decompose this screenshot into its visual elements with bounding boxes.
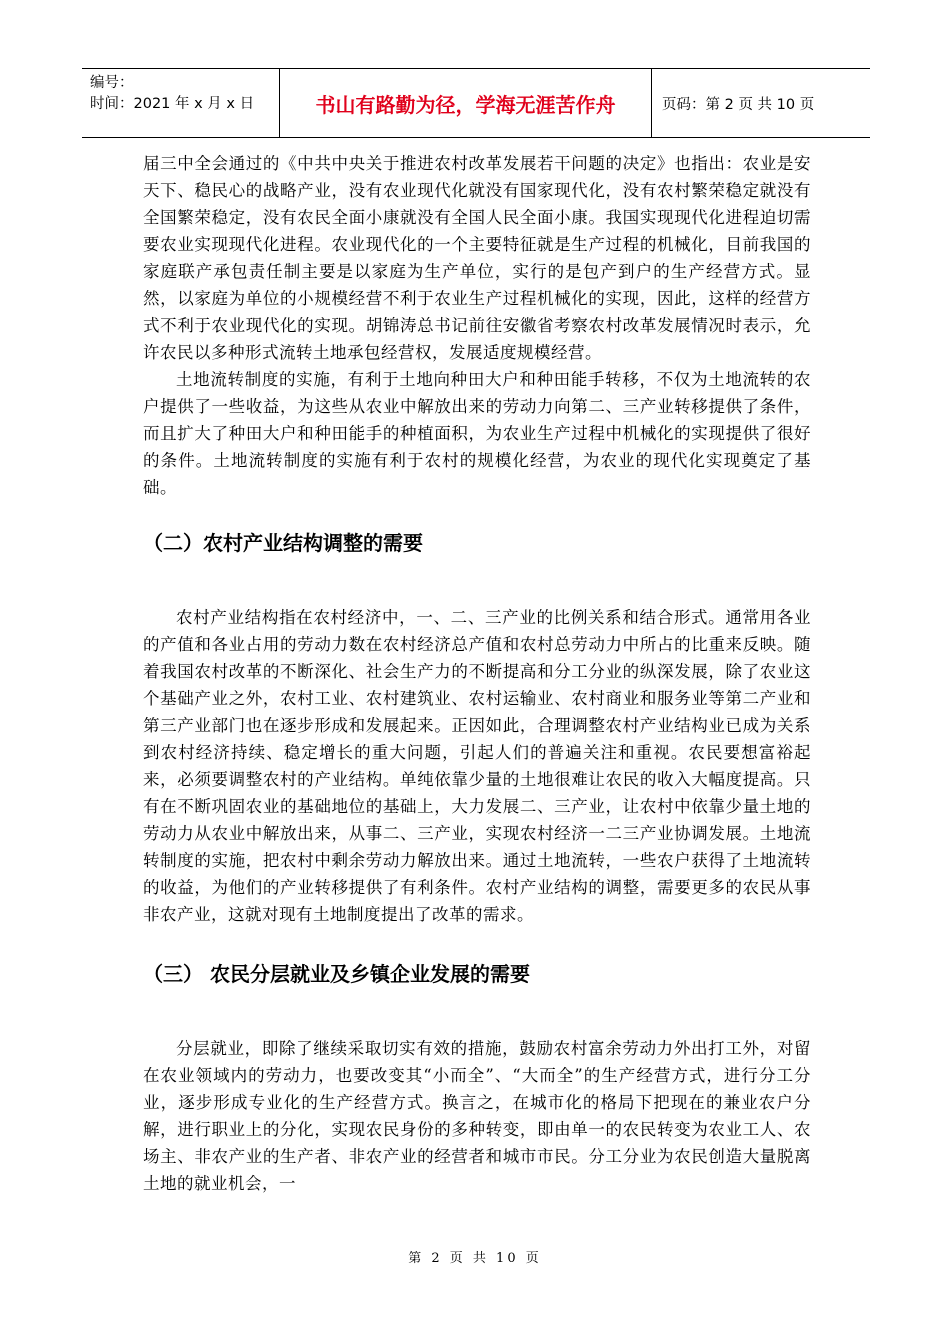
paragraph-2: 土地流转制度的实施，有利于土地向种田大户和种田能手转移，不仅为土地流转的农户提供了一些收益，为这些从农业中解放出来的劳动力向第二、三产业转移提供了条件，而且扩大了种田大户和种田能手的种植面积，为农业生产过程中机械化的实现提供了很好的条件。土地流转制度的实施有利于农村的规模化经营，为农业的现代化实现奠定了基础。 [143, 370, 811, 497]
page-header [82, 68, 870, 138]
header-motto: 书山有路勤为径，学海无涯苦作舟 [280, 69, 652, 137]
paragraph-1: 届三中全会通过的《中共中央关于推进农村改革发展若干问题的决定》也指出：农业是安天下、稳民心的战略产业，没有农业现代化就没有国家现代化，没有农村繁荣稳定就没有全国繁荣稳定，没有农民全面小康就没有全国人民全面小康。我国实现现代化进程迫切需要农业实现现代化进程。农业现代化的一个主要特征就是生产过程的机械化，目前我国的家庭联产承包责任制主要是以家庭为生产单位，实行的是包产到户的生产经营方式。显然，以家庭为单位的小规模经营不利于农业生产过程机械化的实现，因此，这样的经营方式不利于农业现代化的实现。胡锦涛总书记前往安徽省考察农村改革发展情况时表示，允许农民以多种形式流转土地承包经营权，发展适度规模经营。 [143, 154, 811, 362]
paragraph-4: 分层就业，即除了继续采取切实有效的措施，鼓励农村富余劳动力外出打工外，对留在农业领域内的劳动力，也要改变其“小而全”、“大而全”的生产经营方式，进行分工分业，逐步形成专业化的生产经营方式。换言之，在城市化的格局下把现在的兼业农户分解，进行职业上的分化，实现农民身份的多种转变，即由单一的农民转变为农业工人、农场主、非农产业的生产者、非农产业的经营者和城市市民。分工分业为农民创造大量脱离土地的就业机会，一 [143, 1039, 811, 1193]
header-meta [82, 69, 280, 137]
document-body [143, 150, 811, 1197]
paragraph-3: 农村产业结构指在农村经济中，一、二、三产业的比例关系和结合形式。通常用各业的产值和各业占用的劳动力数在农村经济总产值和农村总劳动力中所占的比重来反映。随着我国农村改革的不断深化、社会生产力的不断提高和分工分业的纵深发展，除了农业这个基础产业之外，农村工业、农村建筑业、农村运输业、农村商业和服务业等第二产业和第三产业部门也在逐步形成和发展起来。正因如此，合理调整农村产业结构业已成为关系到农村经济持续、稳定增长的重大问题，引起人们的普遍关注和重视。农民要想富裕起来，必须要调整农村的产业结构。单纯依靠少量的土地很难让农民的收入大幅度提高。只有在不断巩固农业的基础地位的基础上，大力发展二、三产业，让农村中依靠少量土地的劳动力从农业中解放出来，从事二、三产业，实现农村经济一二三产业协调发展。土地流转制度的实施，把农村中剩余劳动力解放出来。通过土地流转，一些农户获得了土地流转的收益，为他们的产业转移提供了有利条件。农村产业结构的调整，需要更多的农民从事非农产业，这就对现有土地制度提出了改革的需求。 [143, 608, 811, 924]
page-footer: 第 2 页 共 10 页 [408, 1251, 542, 1266]
header-time-label: 时间：2021 年 x 月 x 日 [90, 96, 255, 112]
header-page-info: 页码：第 2 页 共 10 页 [662, 96, 815, 113]
section-heading-2: （二）农村产业结构调整的需要 [143, 531, 423, 555]
section-heading-3: （三） 农民分层就业及乡镇企业发展的需要 [143, 962, 530, 986]
header-number-label: 编号： [90, 75, 134, 91]
